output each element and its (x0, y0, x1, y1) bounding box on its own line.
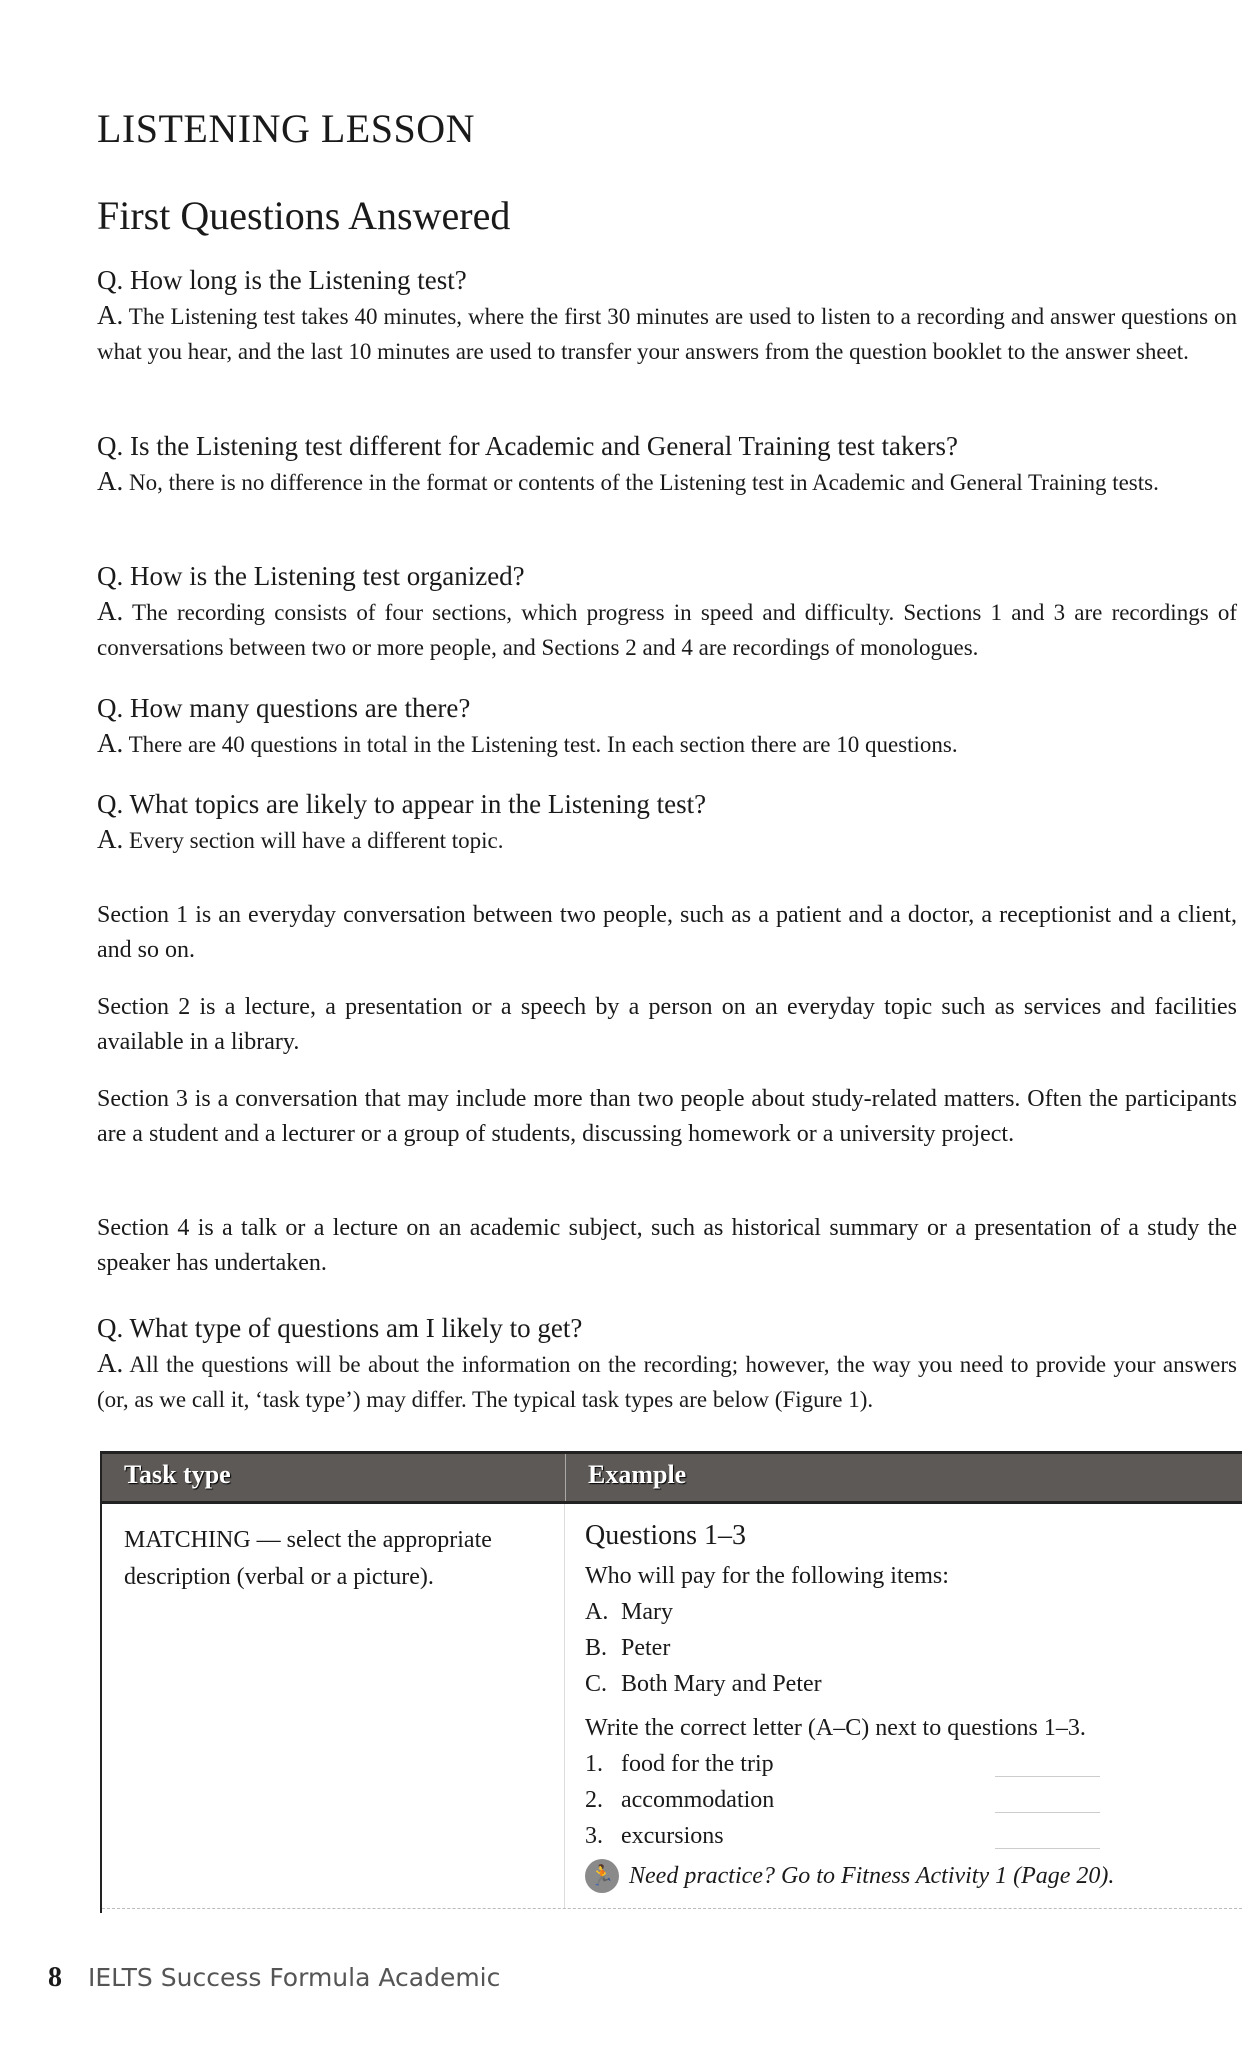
answer: A. The Listening test takes 40 minutes, where the first 30 minutes are used to listen to a recording and answer questions on what you hear, and the last 10 minutes are used to transfer your answers from the question booklet to the answer sheet. (97, 300, 1237, 364)
page-heading: LISTENING LESSON (97, 106, 475, 151)
question: Q. How is the Listening test organized? (97, 561, 525, 591)
question: Q. How many questions are there? (97, 693, 471, 723)
task-type-cell: MATCHING — select the appropriate description (verbal or a picture). (102, 1504, 565, 1908)
qa-block (97, 558, 1237, 665)
answer-blank (995, 1848, 1100, 1849)
book-title: IELTS Success Formula Academic (88, 1963, 501, 1992)
qa-block (97, 428, 1237, 500)
answer-blank (995, 1776, 1100, 1777)
question: Q. How long is the Listening test? (97, 265, 467, 295)
section-description: Section 3 is a conversation that may include more than two people about study-related matters. Often the participants are a student and a lecturer or a group of students, discussing homework or a university project. (97, 1086, 1237, 1147)
table-header (102, 1451, 1242, 1504)
runner-icon: 🏃 (585, 1859, 619, 1893)
question-item: 2. accommodation (585, 1782, 1242, 1818)
question: Q. Is the Listening test different for Academic and General Training test takers? (97, 431, 959, 461)
example-instruction: Write the correct letter (A–C) next to questions 1–3. (585, 1715, 1086, 1741)
section-description: Section 1 is an everyday conversation between two people, such as a patient and a doctor, a receptionist and a client, and so on. (97, 902, 1237, 963)
answer: A. There are 40 questions in total in the Listening test. In each section there are 10 questions. (97, 728, 958, 758)
page-footer (48, 1962, 500, 1994)
qa-block (97, 690, 1237, 762)
section-description: Section 2 is a lecture, a presentation or a speech by a person on an everyday topic such as services and facilities available in a library. (97, 994, 1237, 1055)
question-item: 3. excursions (585, 1818, 1242, 1854)
example-cell (565, 1504, 1242, 1908)
answer: A. The recording consists of four sections, which progress in speed and difficulty. Sections 1 and 3 are recordings of conversations between two or more people, and Sections 2 and 4 are recordings of monologues. (97, 596, 1237, 660)
page-number: 8 (48, 1962, 62, 1993)
section-description: Section 4 is a talk or a lecture on an academic subject, such as historical summary or a presentation of a study the speaker has undertaken. (97, 1215, 1237, 1276)
qa-block (97, 1310, 1237, 1417)
task-type-table (100, 1451, 1242, 1913)
option: A. Mary (585, 1599, 673, 1625)
table-row (102, 1504, 1242, 1909)
question-item: 1. food for the trip (585, 1746, 1242, 1782)
example-title: Questions 1–3 (585, 1520, 746, 1551)
question: Q. What type of questions am I likely to get? (97, 1313, 583, 1343)
example-prompt: Who will pay for the following items: (585, 1563, 949, 1589)
answer-blank (995, 1812, 1100, 1813)
answer: A. Every section will have a different topic. (97, 824, 504, 854)
qa-block (97, 786, 1237, 858)
practice-note: 🏃 Need practice? Go to Fitness Activity 1 (Page 20). (585, 1858, 1242, 1894)
option: B. Peter (585, 1635, 671, 1661)
section-heading: First Questions Answered (97, 193, 511, 238)
column-header-task-type: Task type (102, 1454, 566, 1501)
answer: A. No, there is no difference in the format or contents of the Listening test in Academic and General Training tests. (97, 466, 1159, 496)
answer: A. All the questions will be about the information on the recording; however, the way you need to provide your answers (or, as we call it, ‘task type’) may differ. The typical task types are below (Figure 1). (97, 1348, 1238, 1412)
column-header-example: Example (588, 1460, 687, 1489)
qa-block (97, 262, 1237, 369)
question: Q. What topics are likely to appear in the Listening test? (97, 789, 707, 819)
option: C. Both Mary and Peter (585, 1671, 822, 1697)
